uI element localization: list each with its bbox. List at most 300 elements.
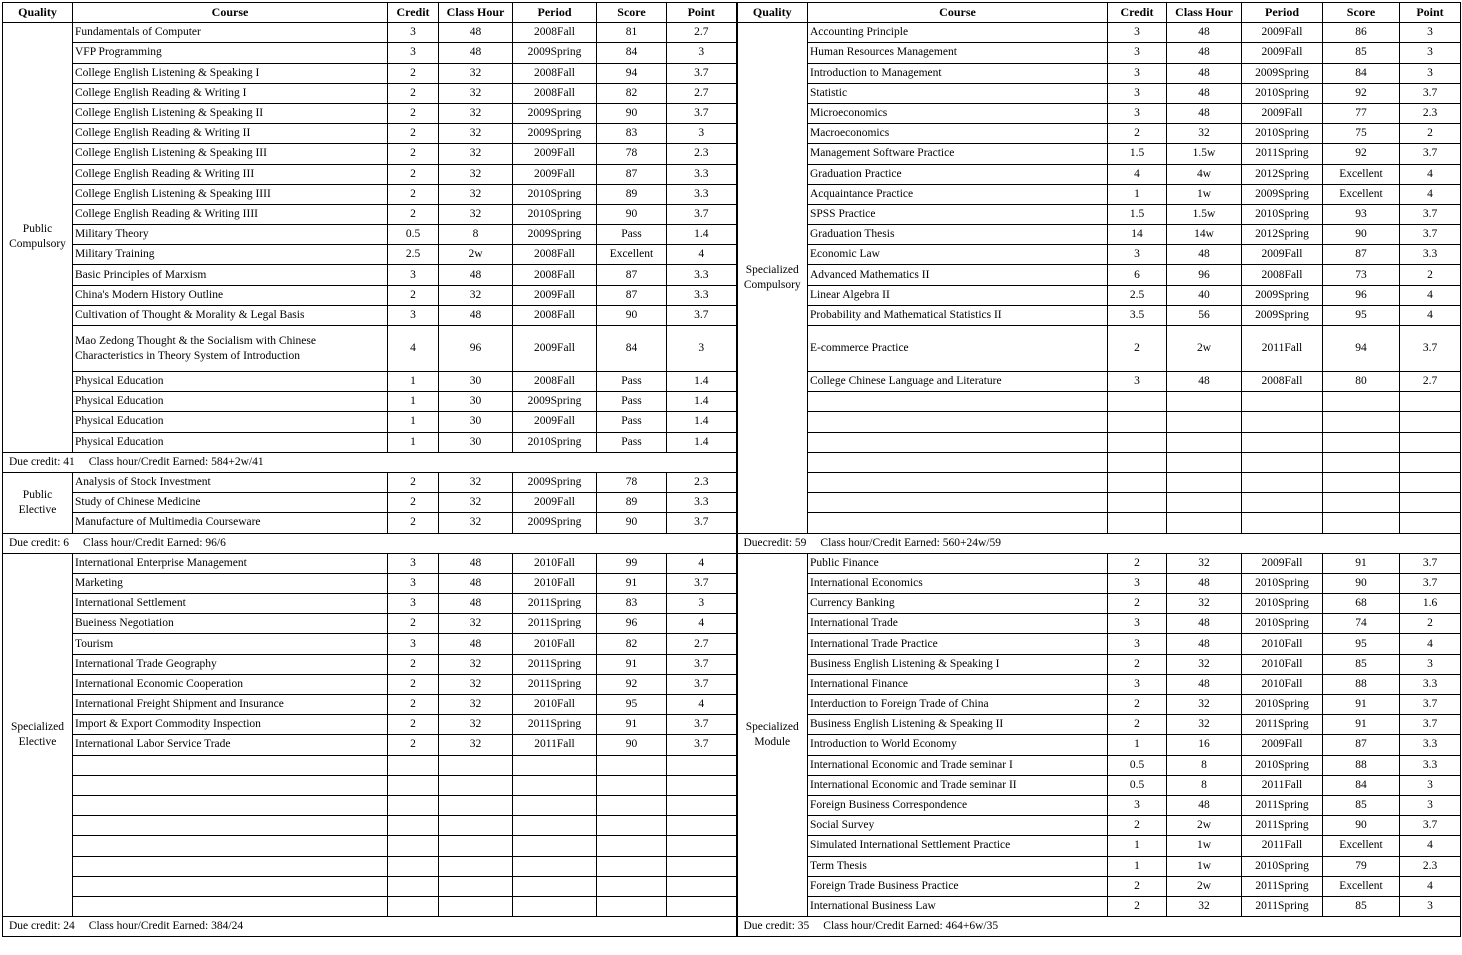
left-class-hour-cell: 32 [439, 103, 513, 123]
left-empty-cell [388, 856, 439, 876]
left-quality-specialized_elective: Specialized Elective [3, 553, 73, 916]
right-class-hour-cell: 14w [1167, 225, 1242, 245]
right-point-cell: 3.7 [1400, 695, 1461, 715]
left-class-hour-cell: 32 [439, 715, 513, 735]
left-class-hour-cell: 48 [439, 23, 513, 43]
left-empty-cell [513, 755, 597, 775]
right-credit-cell: 3 [1108, 795, 1167, 815]
header-credit-right: Credit [1108, 3, 1167, 23]
right-credit-cell: 0.5 [1108, 755, 1167, 775]
left-point-cell: 1.4 [667, 432, 737, 452]
right-credit-cell: 3.5 [1108, 305, 1167, 325]
right-course-cell: International Finance [808, 674, 1108, 694]
right-class-hour-cell: 1.5w [1167, 144, 1242, 164]
left-period-cell: 2011Spring [513, 674, 597, 694]
right-point-cell: 3.3 [1400, 674, 1461, 694]
table-row [3, 204, 1461, 224]
left-empty-cell [388, 896, 439, 916]
left-class-hour-cell: 32 [439, 204, 513, 224]
left-point-cell: 3.3 [667, 493, 737, 513]
left-course-cell: Physical Education [73, 432, 388, 452]
right-empty-cell [1323, 452, 1400, 472]
left-credit-cell: 2 [388, 124, 439, 144]
left-score-cell: 92 [597, 674, 667, 694]
table-row [3, 144, 1461, 164]
left-class-hour-cell: 48 [439, 305, 513, 325]
right-period-cell: 2011Fall [1242, 836, 1323, 856]
right-period-cell: 2011Fall [1242, 775, 1323, 795]
left-empty-cell [439, 896, 513, 916]
right-score-cell: 85 [1323, 43, 1400, 63]
left-period-cell: 2011Spring [513, 654, 597, 674]
left-point-cell: 2.7 [667, 23, 737, 43]
table-row [3, 326, 1461, 372]
right-point-cell: 4 [1400, 164, 1461, 184]
left-score-cell: 90 [597, 735, 667, 755]
left-score-cell: 81 [597, 23, 667, 43]
left-score-cell: 78 [597, 472, 667, 492]
right-class-hour-cell: 48 [1167, 573, 1242, 593]
right-credit-cell: 2 [1108, 654, 1167, 674]
right-class-hour-cell: 1w [1167, 184, 1242, 204]
left-credit-cell: 2 [388, 144, 439, 164]
right-empty-cell [1108, 493, 1167, 513]
left-credit-cell: 1 [388, 432, 439, 452]
right-class-hour-cell: 48 [1167, 674, 1242, 694]
right-course-cell: Advanced Mathematics II [808, 265, 1108, 285]
left-empty-cell [513, 816, 597, 836]
right-empty-cell [1108, 432, 1167, 452]
header-period: Period [513, 3, 597, 23]
left-class-hour-cell: 8 [439, 225, 513, 245]
left-point-cell: 1.4 [667, 372, 737, 392]
right-class-hour-cell: 32 [1167, 594, 1242, 614]
table-row [3, 225, 1461, 245]
right-empty-cell [1167, 452, 1242, 472]
left-credit-cell: 1 [388, 372, 439, 392]
right-course-cell: Graduation Practice [808, 164, 1108, 184]
right-point-cell: 3.7 [1400, 573, 1461, 593]
left-score-cell: Pass [597, 412, 667, 432]
right-credit-cell: 3 [1108, 83, 1167, 103]
right-point-cell: 3.7 [1400, 326, 1461, 372]
right-empty-cell [1242, 432, 1323, 452]
header-point-right: Point [1400, 3, 1461, 23]
left-point-cell: 4 [667, 695, 737, 715]
left-point-cell: 2.3 [667, 144, 737, 164]
left-score-cell: 89 [597, 184, 667, 204]
right-class-hour-cell: 56 [1167, 305, 1242, 325]
left-empty-cell [388, 816, 439, 836]
table-row [3, 856, 1461, 876]
right-class-hour-cell: 32 [1167, 715, 1242, 735]
left-empty-cell [597, 856, 667, 876]
right-credit-cell: 1 [1108, 735, 1167, 755]
right-class-hour-cell: 16 [1167, 735, 1242, 755]
table-row [3, 695, 1461, 715]
right-credit-cell: 2 [1108, 326, 1167, 372]
left-score-cell: 82 [597, 83, 667, 103]
right-score-cell: 92 [1323, 144, 1400, 164]
left-class-hour-cell: 32 [439, 184, 513, 204]
left-course-cell: Fundamentals of Computer [73, 23, 388, 43]
left-credit-cell: 2 [388, 83, 439, 103]
right-period-cell: 2011Spring [1242, 896, 1323, 916]
right-point-cell: 3 [1400, 795, 1461, 815]
right-class-hour-cell: 2w [1167, 326, 1242, 372]
right-period-cell: 2009Fall [1242, 553, 1323, 573]
left-class-hour-cell: 48 [439, 265, 513, 285]
header-score: Score [597, 3, 667, 23]
left-point-cell: 3.7 [667, 674, 737, 694]
right-credit-cell: 0.5 [1108, 775, 1167, 795]
right-class-hour-cell: 2w [1167, 816, 1242, 836]
table-row [3, 634, 1461, 654]
left-credit-cell: 4 [388, 326, 439, 372]
right-course-cell: Economic Law [808, 245, 1108, 265]
left-point-cell: 3.7 [667, 305, 737, 325]
right-period-cell: 2011Spring [1242, 816, 1323, 836]
right-course-cell: Interduction to Foreign Trade of China [808, 695, 1108, 715]
right-empty-cell [1108, 392, 1167, 412]
left-class-hour-cell: 32 [439, 674, 513, 694]
right-course-cell: Accounting Principle [808, 23, 1108, 43]
right-empty-cell [1242, 392, 1323, 412]
left-empty-cell [388, 795, 439, 815]
left-class-hour-cell: 32 [439, 164, 513, 184]
table-row [3, 755, 1461, 775]
left-credit-cell: 1 [388, 412, 439, 432]
left-score-cell: 95 [597, 695, 667, 715]
left-period-cell: 2010Spring [513, 204, 597, 224]
left-class-hour-cell: 32 [439, 614, 513, 634]
table-row [3, 124, 1461, 144]
right-class-hour-cell: 1w [1167, 836, 1242, 856]
left-course-cell: College English Reading & Writing IIII [73, 204, 388, 224]
left-credit-cell: 3 [388, 305, 439, 325]
right-course-cell: International Business Law [808, 896, 1108, 916]
left-point-cell: 3.3 [667, 184, 737, 204]
right-score-cell: 75 [1323, 124, 1400, 144]
right-score-cell: 91 [1323, 695, 1400, 715]
right-empty-cell [1323, 513, 1400, 533]
left-class-hour-cell: 30 [439, 392, 513, 412]
left-empty-cell [388, 775, 439, 795]
left-point-cell: 3.7 [667, 63, 737, 83]
right-credit-cell: 3 [1108, 634, 1167, 654]
table-row [3, 493, 1461, 513]
left-quality-public_compulsory: Public Compulsory [3, 23, 73, 453]
left-score-cell: 91 [597, 715, 667, 735]
right-class-hour-cell: 8 [1167, 775, 1242, 795]
left-point-cell: 2.7 [667, 634, 737, 654]
left-empty-cell [667, 795, 737, 815]
left-period-cell: 2009Fall [513, 326, 597, 372]
due-credit: Due credit: 35 [743, 920, 810, 933]
left-period-cell: 2009Spring [513, 103, 597, 123]
right-empty-cell [1167, 513, 1242, 533]
right-empty-cell [1400, 472, 1461, 492]
right-course-cell: Management Software Practice [808, 144, 1108, 164]
left-empty-cell [73, 775, 388, 795]
left-empty-cell [439, 755, 513, 775]
left-empty-cell [513, 876, 597, 896]
right-credit-cell: 3 [1108, 372, 1167, 392]
right-class-hour-cell: 48 [1167, 795, 1242, 815]
right-course-cell: Introduction to Management [808, 63, 1108, 83]
right-class-hour-cell: 32 [1167, 553, 1242, 573]
summary-row [3, 533, 1461, 553]
right-credit-cell: 6 [1108, 265, 1167, 285]
right-period-cell: 2011Spring [1242, 715, 1323, 735]
right-score-cell: Excellent [1323, 164, 1400, 184]
right-period-cell: 2009Fall [1242, 245, 1323, 265]
left-credit-cell: 2 [388, 493, 439, 513]
left-empty-cell [439, 795, 513, 815]
right-class-hour-cell: 32 [1167, 124, 1242, 144]
left-period-cell: 2011Spring [513, 594, 597, 614]
right-course-cell: College Chinese Language and Literature [808, 372, 1108, 392]
right-empty-cell [1323, 392, 1400, 412]
table-row [3, 795, 1461, 815]
right-empty-cell [808, 452, 1108, 472]
right-course-cell: Business English Listening & Speaking I [808, 654, 1108, 674]
table-row [3, 63, 1461, 83]
left-period-cell: 2009Spring [513, 124, 597, 144]
left-period-cell: 2009Fall [513, 144, 597, 164]
right-period-cell: 2010Spring [1242, 594, 1323, 614]
right-class-hour-cell: 48 [1167, 372, 1242, 392]
left-period-cell: 2010Spring [513, 184, 597, 204]
table-row [3, 553, 1461, 573]
right-point-cell: 3.7 [1400, 83, 1461, 103]
left-class-hour-cell: 32 [439, 695, 513, 715]
right-period-cell: 2012Spring [1242, 164, 1323, 184]
right-class-hour-cell: 48 [1167, 63, 1242, 83]
right-class-hour-cell: 48 [1167, 614, 1242, 634]
left-point-cell: 3 [667, 43, 737, 63]
left-period-cell: 2009Fall [513, 285, 597, 305]
right-credit-cell: 2 [1108, 594, 1167, 614]
right-score-cell: 87 [1323, 245, 1400, 265]
right-period-cell: 2011Spring [1242, 795, 1323, 815]
due-credit: Due credit: 24 [9, 920, 75, 933]
right-empty-cell [1323, 412, 1400, 432]
table-row [3, 735, 1461, 755]
left-empty-cell [597, 816, 667, 836]
left-empty-cell [513, 836, 597, 856]
left-class-hour-cell: 48 [439, 553, 513, 573]
left-period-cell: 2009Spring [513, 472, 597, 492]
left-credit-cell: 3 [388, 43, 439, 63]
right-quality-specialized_module: Specialized Module [737, 553, 808, 916]
left-course-cell: Manufacture of Multimedia Courseware [73, 513, 388, 533]
right-course-cell: Probability and Mathematical Statistics II [808, 305, 1108, 325]
header-row [3, 3, 1461, 23]
right-score-cell: Excellent [1323, 876, 1400, 896]
right-period-cell: 2010Fall [1242, 634, 1323, 654]
left-credit-cell: 0.5 [388, 225, 439, 245]
left-course-cell: International Settlement [73, 594, 388, 614]
right-empty-cell [1400, 452, 1461, 472]
left-score-cell: 78 [597, 144, 667, 164]
left-summary-public_elective [3, 533, 737, 553]
left-class-hour-cell: 32 [439, 735, 513, 755]
table-row [3, 594, 1461, 614]
right-score-cell: 85 [1323, 896, 1400, 916]
right-point-cell: 3 [1400, 63, 1461, 83]
left-empty-cell [667, 896, 737, 916]
right-class-hour-cell: 32 [1167, 695, 1242, 715]
left-point-cell: 4 [667, 245, 737, 265]
table-row [3, 674, 1461, 694]
right-point-cell: 3.7 [1400, 816, 1461, 836]
right-course-cell: Foreign Trade Business Practice [808, 876, 1108, 896]
right-class-hour-cell: 1.5w [1167, 204, 1242, 224]
right-score-cell: 85 [1323, 654, 1400, 674]
left-empty-cell [388, 755, 439, 775]
left-course-cell: Physical Education [73, 392, 388, 412]
left-summary-specialized_elective [3, 917, 737, 937]
right-course-cell: International Trade Practice [808, 634, 1108, 654]
right-credit-cell: 1.5 [1108, 204, 1167, 224]
table-row [3, 654, 1461, 674]
left-period-cell: 2009Fall [513, 493, 597, 513]
right-credit-cell: 3 [1108, 63, 1167, 83]
right-credit-cell: 2 [1108, 553, 1167, 573]
right-class-hour-cell: 32 [1167, 654, 1242, 674]
left-point-cell: 3 [667, 326, 737, 372]
right-empty-cell [1108, 412, 1167, 432]
right-point-cell: 2 [1400, 614, 1461, 634]
right-empty-cell [1323, 493, 1400, 513]
left-period-cell: 2010Fall [513, 573, 597, 593]
left-point-cell: 2.7 [667, 83, 737, 103]
right-summary-specialized_compulsory [737, 533, 1461, 553]
table-row [3, 412, 1461, 432]
right-empty-cell [1323, 432, 1400, 452]
left-credit-cell: 2 [388, 285, 439, 305]
right-credit-cell: 3 [1108, 43, 1167, 63]
left-credit-cell: 2 [388, 103, 439, 123]
right-score-cell: 91 [1323, 553, 1400, 573]
right-credit-cell: 14 [1108, 225, 1167, 245]
left-score-cell: 90 [597, 204, 667, 224]
right-credit-cell: 3 [1108, 103, 1167, 123]
right-course-cell: Linear Algebra II [808, 285, 1108, 305]
left-score-cell: 90 [597, 305, 667, 325]
left-empty-cell [439, 856, 513, 876]
right-credit-cell: 2 [1108, 876, 1167, 896]
right-period-cell: 2010Spring [1242, 695, 1323, 715]
table-row [3, 876, 1461, 896]
right-empty-cell [1400, 493, 1461, 513]
right-empty-cell [1400, 513, 1461, 533]
left-empty-cell [73, 856, 388, 876]
left-period-cell: 2009Fall [513, 412, 597, 432]
left-empty-cell [597, 755, 667, 775]
right-period-cell: 2010Spring [1242, 83, 1323, 103]
right-empty-cell [1242, 412, 1323, 432]
right-summary-specialized_module [737, 917, 1461, 937]
left-period-cell: 2008Fall [513, 83, 597, 103]
class-hour-credit-earned: Class hour/Credit Earned: 96/6 [83, 536, 226, 549]
class-hour-credit-earned: Class hour/Credit Earned: 384/24 [88, 920, 244, 933]
right-score-cell: 74 [1323, 614, 1400, 634]
left-credit-cell: 3 [388, 634, 439, 654]
right-point-cell: 3 [1400, 43, 1461, 63]
left-period-cell: 2010Fall [513, 695, 597, 715]
left-empty-cell [388, 876, 439, 896]
left-empty-cell [597, 775, 667, 795]
right-course-cell: SPSS Practice [808, 204, 1108, 224]
due-credit: Due credit: 6 [9, 536, 70, 549]
right-period-cell: 2008Fall [1242, 372, 1323, 392]
due-credit: Duecredit: 59 [743, 536, 807, 549]
left-empty-cell [667, 856, 737, 876]
summary-row [3, 917, 1461, 937]
left-point-cell: 2.3 [667, 472, 737, 492]
table-row [3, 432, 1461, 452]
left-score-cell: 83 [597, 124, 667, 144]
left-point-cell: 3.7 [667, 573, 737, 593]
left-score-cell: 91 [597, 654, 667, 674]
left-class-hour-cell: 30 [439, 432, 513, 452]
left-period-cell: 2008Fall [513, 372, 597, 392]
left-class-hour-cell: 32 [439, 63, 513, 83]
left-point-cell: 3.3 [667, 285, 737, 305]
table-row [3, 816, 1461, 836]
right-period-cell: 2011Spring [1242, 144, 1323, 164]
left-period-cell: 2008Fall [513, 23, 597, 43]
left-point-cell: 3.7 [667, 513, 737, 533]
right-course-cell: Graduation Thesis [808, 225, 1108, 245]
left-course-cell: Military Training [73, 245, 388, 265]
right-score-cell: 90 [1323, 573, 1400, 593]
left-score-cell: 94 [597, 63, 667, 83]
table-row [3, 164, 1461, 184]
left-period-cell: 2011Fall [513, 735, 597, 755]
right-course-cell: International Economics [808, 573, 1108, 593]
right-credit-cell: 2 [1108, 816, 1167, 836]
table-row [3, 83, 1461, 103]
table-row [3, 103, 1461, 123]
left-credit-cell: 2 [388, 674, 439, 694]
left-score-cell: 87 [597, 265, 667, 285]
left-course-cell: VFP Programming [73, 43, 388, 63]
right-point-cell: 3 [1400, 896, 1461, 916]
right-course-cell: Statistic [808, 83, 1108, 103]
right-empty-cell [1323, 472, 1400, 492]
left-empty-cell [439, 816, 513, 836]
left-score-cell: 99 [597, 553, 667, 573]
right-score-cell: 94 [1323, 326, 1400, 372]
left-course-cell: Tourism [73, 634, 388, 654]
left-quality-public_elective: Public Elective [3, 472, 73, 533]
right-period-cell: 2009Spring [1242, 285, 1323, 305]
right-credit-cell: 4 [1108, 164, 1167, 184]
right-period-cell: 2009Fall [1242, 735, 1323, 755]
left-credit-cell: 2 [388, 614, 439, 634]
right-period-cell: 2009Fall [1242, 103, 1323, 123]
right-score-cell: 84 [1323, 775, 1400, 795]
left-point-cell: 3.7 [667, 735, 737, 755]
right-class-hour-cell: 2w [1167, 876, 1242, 896]
right-credit-cell: 2 [1108, 695, 1167, 715]
left-empty-cell [513, 795, 597, 815]
left-period-cell: 2008Fall [513, 265, 597, 285]
left-course-cell: Basic Principles of Marxism [73, 265, 388, 285]
